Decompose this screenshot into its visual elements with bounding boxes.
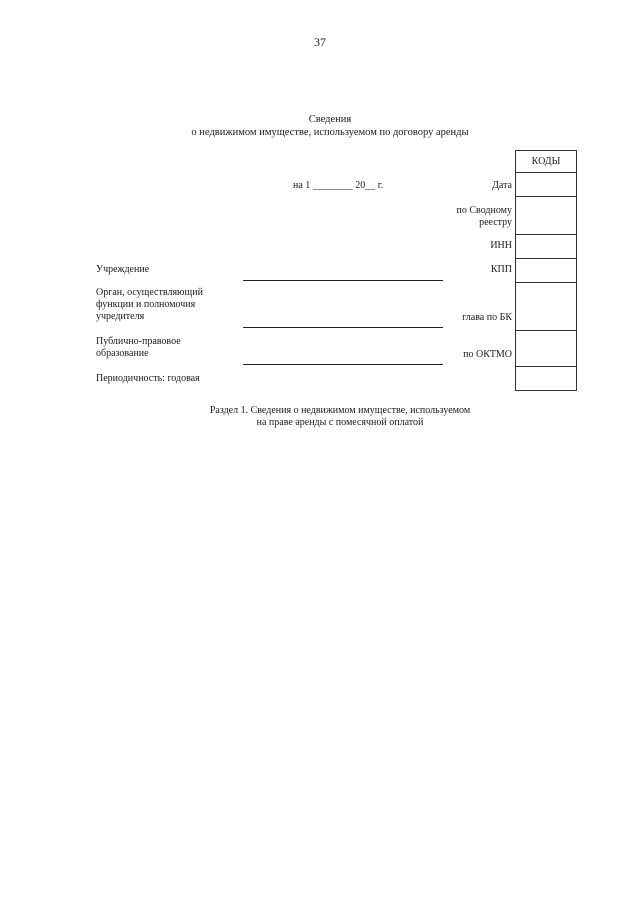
code-label-oktmo: по ОКТМО — [463, 349, 512, 360]
code-label-registry-2: реестру — [479, 217, 512, 228]
code-label-bk: глава по БК — [462, 312, 512, 323]
municipality-label: Публично-правовое — [96, 336, 181, 347]
code-cell-inn[interactable] — [516, 235, 577, 259]
code-label-date: Дата — [492, 180, 512, 191]
founder-label: Орган, осуществляющий — [96, 287, 203, 298]
founder-label-2: функции и полномочия — [96, 299, 196, 310]
document-title: Сведения — [308, 114, 352, 125]
code-cell-registry[interactable] — [516, 197, 577, 235]
page-number: 37 — [314, 35, 326, 49]
report-date-line: на 1 ________ 20__ г. — [293, 180, 384, 191]
section-subtitle: на праве аренды с помесячной оплатой — [256, 417, 424, 428]
code-cell-oktmo[interactable] — [516, 331, 577, 367]
municipality-label-2: образование — [96, 348, 149, 359]
municipality-field[interactable] — [243, 364, 443, 365]
codes-header: КОДЫ — [516, 151, 577, 173]
code-label-kpp: КПП — [490, 264, 512, 275]
code-cell-bk[interactable] — [516, 283, 577, 331]
founder-field[interactable] — [243, 327, 443, 328]
code-cell-date[interactable] — [516, 173, 577, 197]
founder-label-3: учредителя — [96, 311, 145, 322]
codes-table — [515, 150, 577, 391]
section-title: Раздел 1. Сведения о недвижимом имуществе, используемом — [209, 405, 471, 416]
code-cell-kpp[interactable] — [516, 259, 577, 283]
institution-label: Учреждение — [96, 264, 150, 275]
periodicity-label: Периодичность: годовая — [96, 373, 200, 384]
code-label-inn: ИНН — [490, 240, 512, 251]
code-label-registry: по Сводному — [456, 205, 512, 216]
code-cell-periodicity[interactable] — [516, 367, 577, 391]
institution-field[interactable] — [243, 280, 443, 281]
document-subtitle: о недвижимом имуществе, используемом по договору аренды — [191, 127, 469, 138]
